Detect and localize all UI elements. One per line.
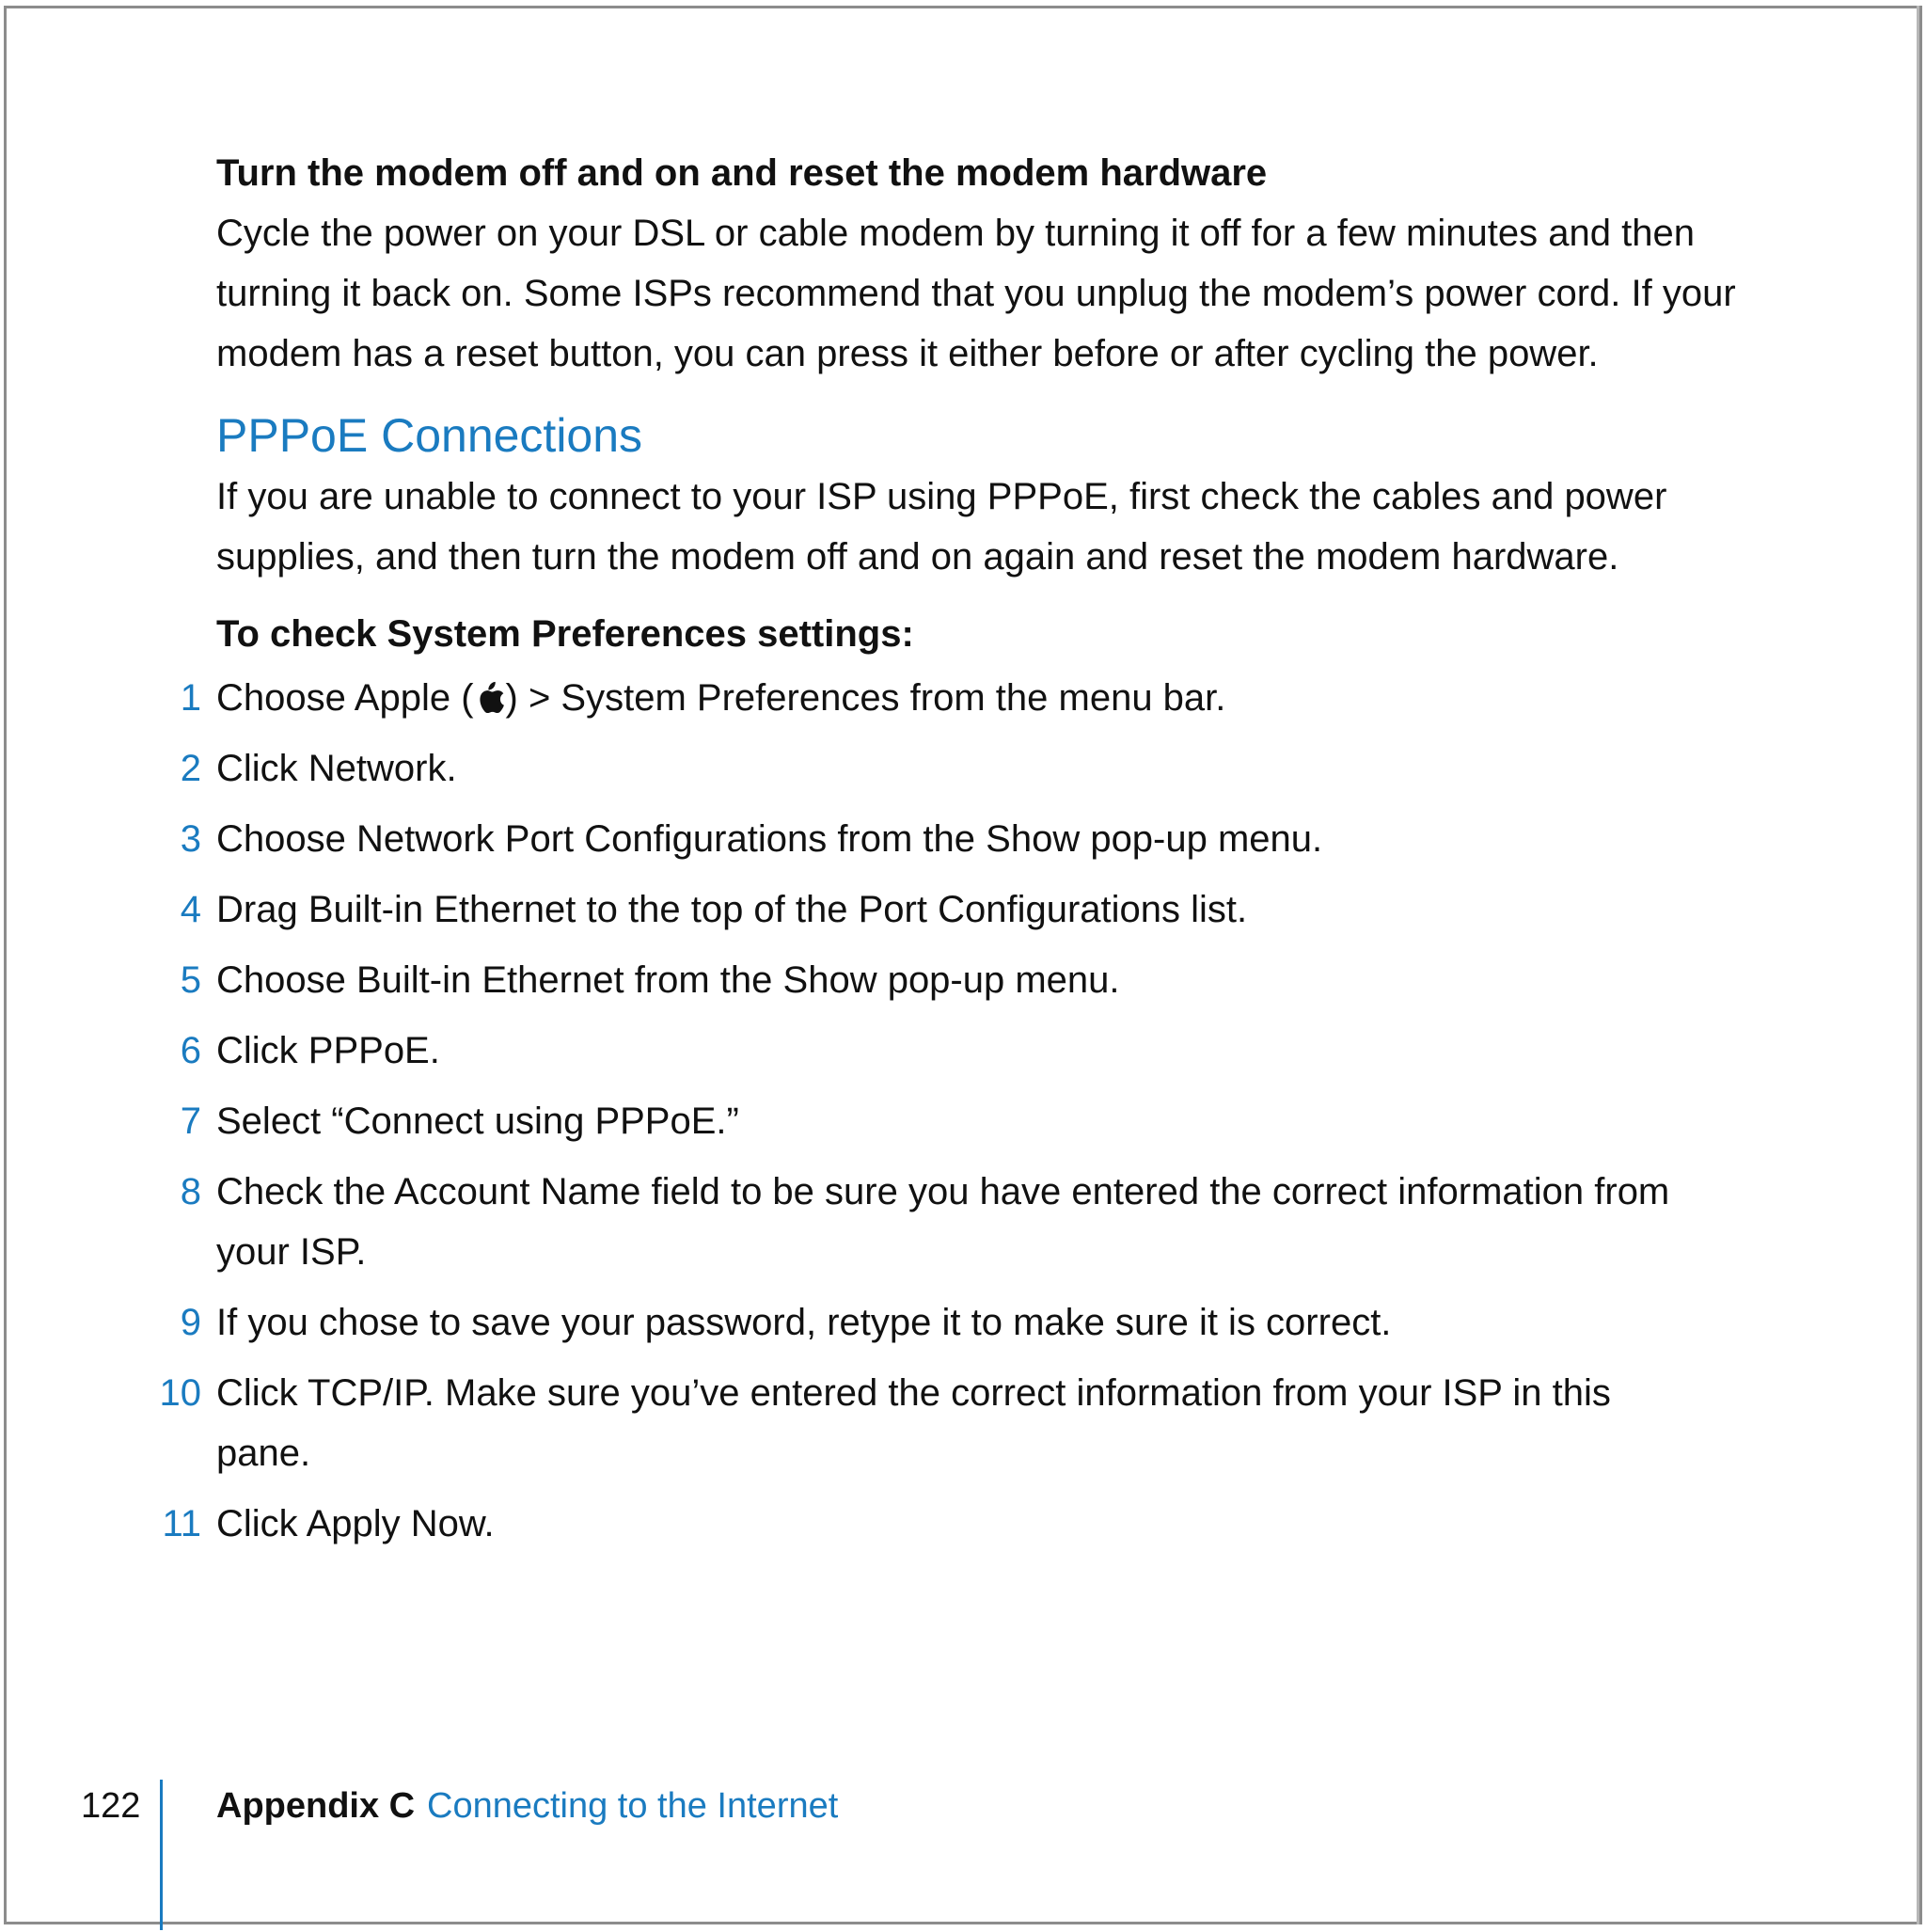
step-number: 9 bbox=[180, 1302, 201, 1343]
steps-heading: To check System Preferences settings: bbox=[216, 613, 914, 655]
list-item bbox=[180, 950, 1749, 1010]
step-number: 8 bbox=[180, 1171, 201, 1212]
step-text: Drag Built-in Ethernet to the top of the Port Configurations list. bbox=[216, 889, 1248, 930]
step-number: 5 bbox=[180, 959, 201, 1001]
step-number: 4 bbox=[180, 889, 201, 930]
chapter-title: Connecting to the Internet bbox=[427, 1786, 839, 1826]
step-text: Click Apply Now. bbox=[216, 1503, 495, 1544]
page-edge-rule bbox=[1917, 6, 1919, 1924]
modem-reset-paragraph: Cycle the power on your DSL or cable modem by turning it off for a few minutes and then turning it back on. Some ISPs recommend that you unplug the modem’s power cord. If your modem has a reset button, you can press it either before or after cycling the power. bbox=[216, 213, 1736, 374]
steps-list bbox=[159, 668, 1749, 1554]
footer-divider bbox=[160, 1780, 163, 1930]
page-number: 122 bbox=[81, 1786, 141, 1826]
step-text: Choose Built-in Ethernet from the Show pop-up menu. bbox=[216, 959, 1120, 1001]
step-number: 3 bbox=[180, 818, 201, 860]
step-text: Click TCP/IP. Make sure you’ve entered the correct information from your ISP in this pane. bbox=[216, 1372, 1611, 1474]
list-item bbox=[180, 1021, 1749, 1081]
pppoe-intro-paragraph: If you are unable to connect to your ISP using PPPoE, first check the cables and power supplies, and then turn the modem off and on again and reset the modem hardware. bbox=[216, 476, 1667, 578]
step-number: 11 bbox=[162, 1503, 201, 1544]
step-number: 10 bbox=[159, 1372, 201, 1414]
list-item bbox=[162, 1494, 1749, 1554]
list-item bbox=[159, 1363, 1749, 1483]
step-text: If you chose to save your password, retype it to make sure it is correct. bbox=[216, 1302, 1392, 1343]
list-item bbox=[180, 1162, 1749, 1282]
step-text: Check the Account Name field to be sure you have entered the correct information from your ISP. bbox=[216, 1171, 1670, 1273]
step-text: Choose Network Port Configurations from the Show pop-up menu. bbox=[216, 818, 1323, 860]
list-item bbox=[180, 809, 1749, 869]
apple-icon bbox=[474, 680, 506, 716]
appendix-label: Appendix C bbox=[216, 1786, 416, 1826]
list-item bbox=[180, 1292, 1749, 1353]
list-item bbox=[180, 1091, 1749, 1151]
step-text: Click PPPoE. bbox=[216, 1030, 440, 1071]
step-number: 1 bbox=[180, 677, 201, 719]
step-text: Click Network. bbox=[216, 748, 457, 789]
modem-reset-subhead: Turn the modem off and on and reset the modem hardware bbox=[216, 152, 1268, 194]
step-text: Select “Connect using PPPoE.” bbox=[216, 1101, 739, 1142]
page-content bbox=[159, 150, 1749, 1564]
list-item bbox=[180, 668, 1749, 728]
step-text-suffix: ) > System Preferences from the menu bar. bbox=[505, 677, 1226, 719]
step-number: 7 bbox=[180, 1101, 201, 1142]
step-number: 6 bbox=[180, 1030, 201, 1071]
list-item bbox=[180, 879, 1749, 940]
list-item bbox=[180, 738, 1749, 799]
section-title: PPPoE Connections bbox=[216, 409, 643, 462]
step-text-prefix: Choose Apple ( bbox=[216, 677, 474, 719]
step-number: 2 bbox=[180, 748, 201, 789]
